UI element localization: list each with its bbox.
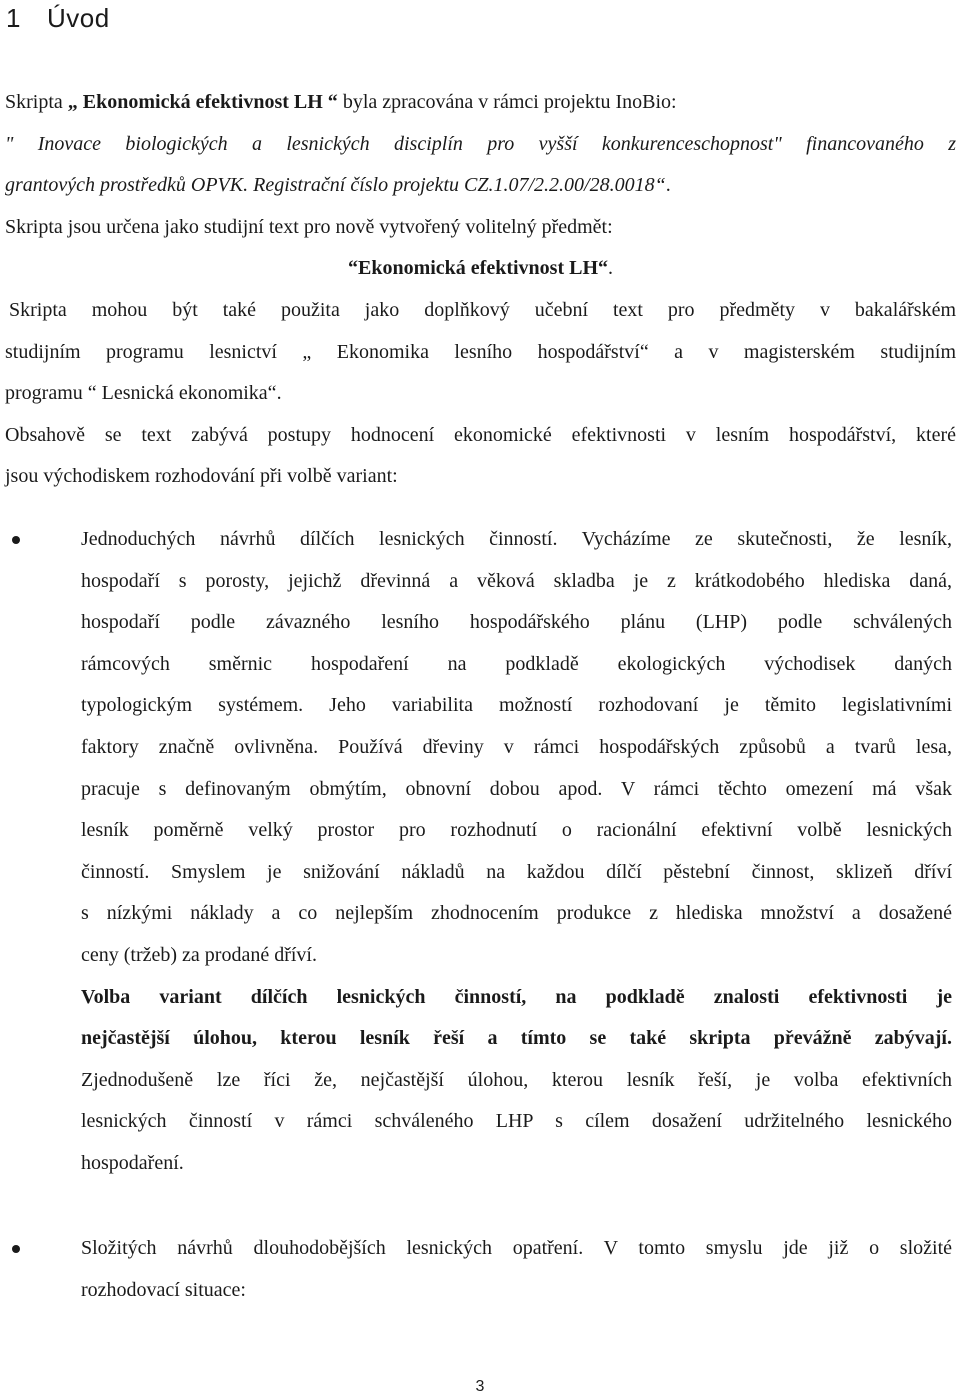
bullet-bold-line — [81, 977, 952, 1019]
bullet-line: Složitých návrhů dlouhodobějších lesnických opatření. V tomto smyslu jde již o složité — [81, 1237, 952, 1259]
bullet-line: Zjednodušeně lze říci že, nejčastější úlohou, kterou lesník řeší, je volba efektivních — [81, 1068, 952, 1091]
bullet-line: lesník poměrně velký prostor pro rozhodnutí o racionální efektivní volbě lesnických — [81, 819, 952, 842]
intro-text: . — [665, 174, 671, 197]
bullet-line: hospodaří s porosty, jejichž dřevinná a věková skladba je z krátkodobého hlediska daná, — [81, 569, 952, 592]
intro-text: . — [608, 257, 614, 280]
project-number-italic: grantových prostředků OPVK. Registrační číslo projektu CZ.1.07/2.2.00/28.0018“ — [5, 174, 666, 197]
project-name-italic: " Inovace biologických a lesnických disciplín pro vyšší konkurenceschopnost" financovaného z — [5, 132, 956, 155]
bullet-line: lesnických činností v rámci schváleného LHP s cílem dosažení udržitelného lesnického — [81, 1110, 952, 1133]
bullet-line: Jednoduchých návrhů dílčích lesnických činností. Vycházíme ze skutečnosti, že lesník, — [81, 528, 952, 550]
bullet-icon — [12, 1245, 20, 1253]
intro-text: Skripta — [5, 91, 68, 113]
bullet-icon — [12, 536, 20, 544]
course-name-bold: “Ekonomická efektivnost LH“ — [347, 257, 609, 280]
intro-line — [5, 165, 956, 207]
bullet-line: činností. Smyslem je snižování nákladů na každou dílčí pěstební činnost, sklizeň dříví — [81, 860, 952, 883]
key-statement-bold: nejčastější úlohou, kterou lesník řeší a tímto se také skripta převážně zabývají. — [81, 1027, 952, 1050]
bullet-line: s nízkými náklady a co nejlepším zhodnocením produkce z hlediska množství a dosažené — [81, 902, 952, 925]
bullet-body — [81, 519, 952, 1185]
bullet-line: hospodaření. — [81, 1151, 184, 1174]
page-number: 3 — [475, 1378, 485, 1395]
bullet-line: rozhodovací situace: — [81, 1278, 246, 1301]
intro-text: byla zpracována v rámci projektu InoBio: — [337, 91, 677, 113]
intro-line — [5, 82, 956, 124]
bullet-line: hospodaří podle závazného lesního hospodářského plánu (LHP) podle schválených — [81, 611, 952, 634]
intro-line: Skripta mohou být také použita jako doplňkový učební text pro předměty v bakalářském — [9, 298, 956, 321]
bullet-bold-line — [81, 1018, 952, 1060]
chapter-title: Úvod — [46, 3, 110, 33]
chapter-heading — [6, 0, 110, 36]
intro-section — [5, 82, 956, 498]
bullet-line: pracuje s definovaným obmýtím, obnovní dobou apod. V rámci těchto omezení má však — [81, 777, 952, 800]
bullet-line: rámcových směrnic hospodaření na podkladě ekologických východisek daných — [81, 652, 952, 675]
course-title-bold: „ Ekonomická efektivnost LH “ — [67, 91, 338, 113]
intro-line: jsou východiskem rozhodování při volbě variant: — [5, 465, 398, 488]
bullet-line: typologickým systémem. Jeho variabilita možností rozhodovaní je těmito legislativními — [81, 694, 952, 717]
bullet-body — [81, 1228, 952, 1311]
intro-line: studijním programu lesnictví „ Ekonomika lesního hospodářství“ a v magisterském studijním — [5, 340, 956, 363]
intro-line: Skripta jsou určena jako studijní text pro nově vytvořený volitelný předmět: — [5, 215, 613, 238]
intro-line: programu “ Lesnická ekonomika“. — [5, 382, 282, 405]
chapter-number: 1 — [6, 3, 21, 33]
course-name-line — [5, 248, 956, 290]
intro-line: Obsahově se text zabývá postupy hodnocení ekonomické efektivnosti v lesním hospodářství, které — [5, 423, 956, 446]
bullet-line: faktory značně ovlivněna. Používá dřeviny v rámci hospodářských způsobů a tvarů lesa, — [81, 735, 952, 758]
intro-line — [5, 124, 956, 166]
key-statement-bold: Volba variant dílčích lesnických činností, na podkladě znalosti efektivnosti je — [81, 985, 952, 1008]
bullet-line: ceny (tržeb) za prodané dříví. — [81, 943, 317, 966]
